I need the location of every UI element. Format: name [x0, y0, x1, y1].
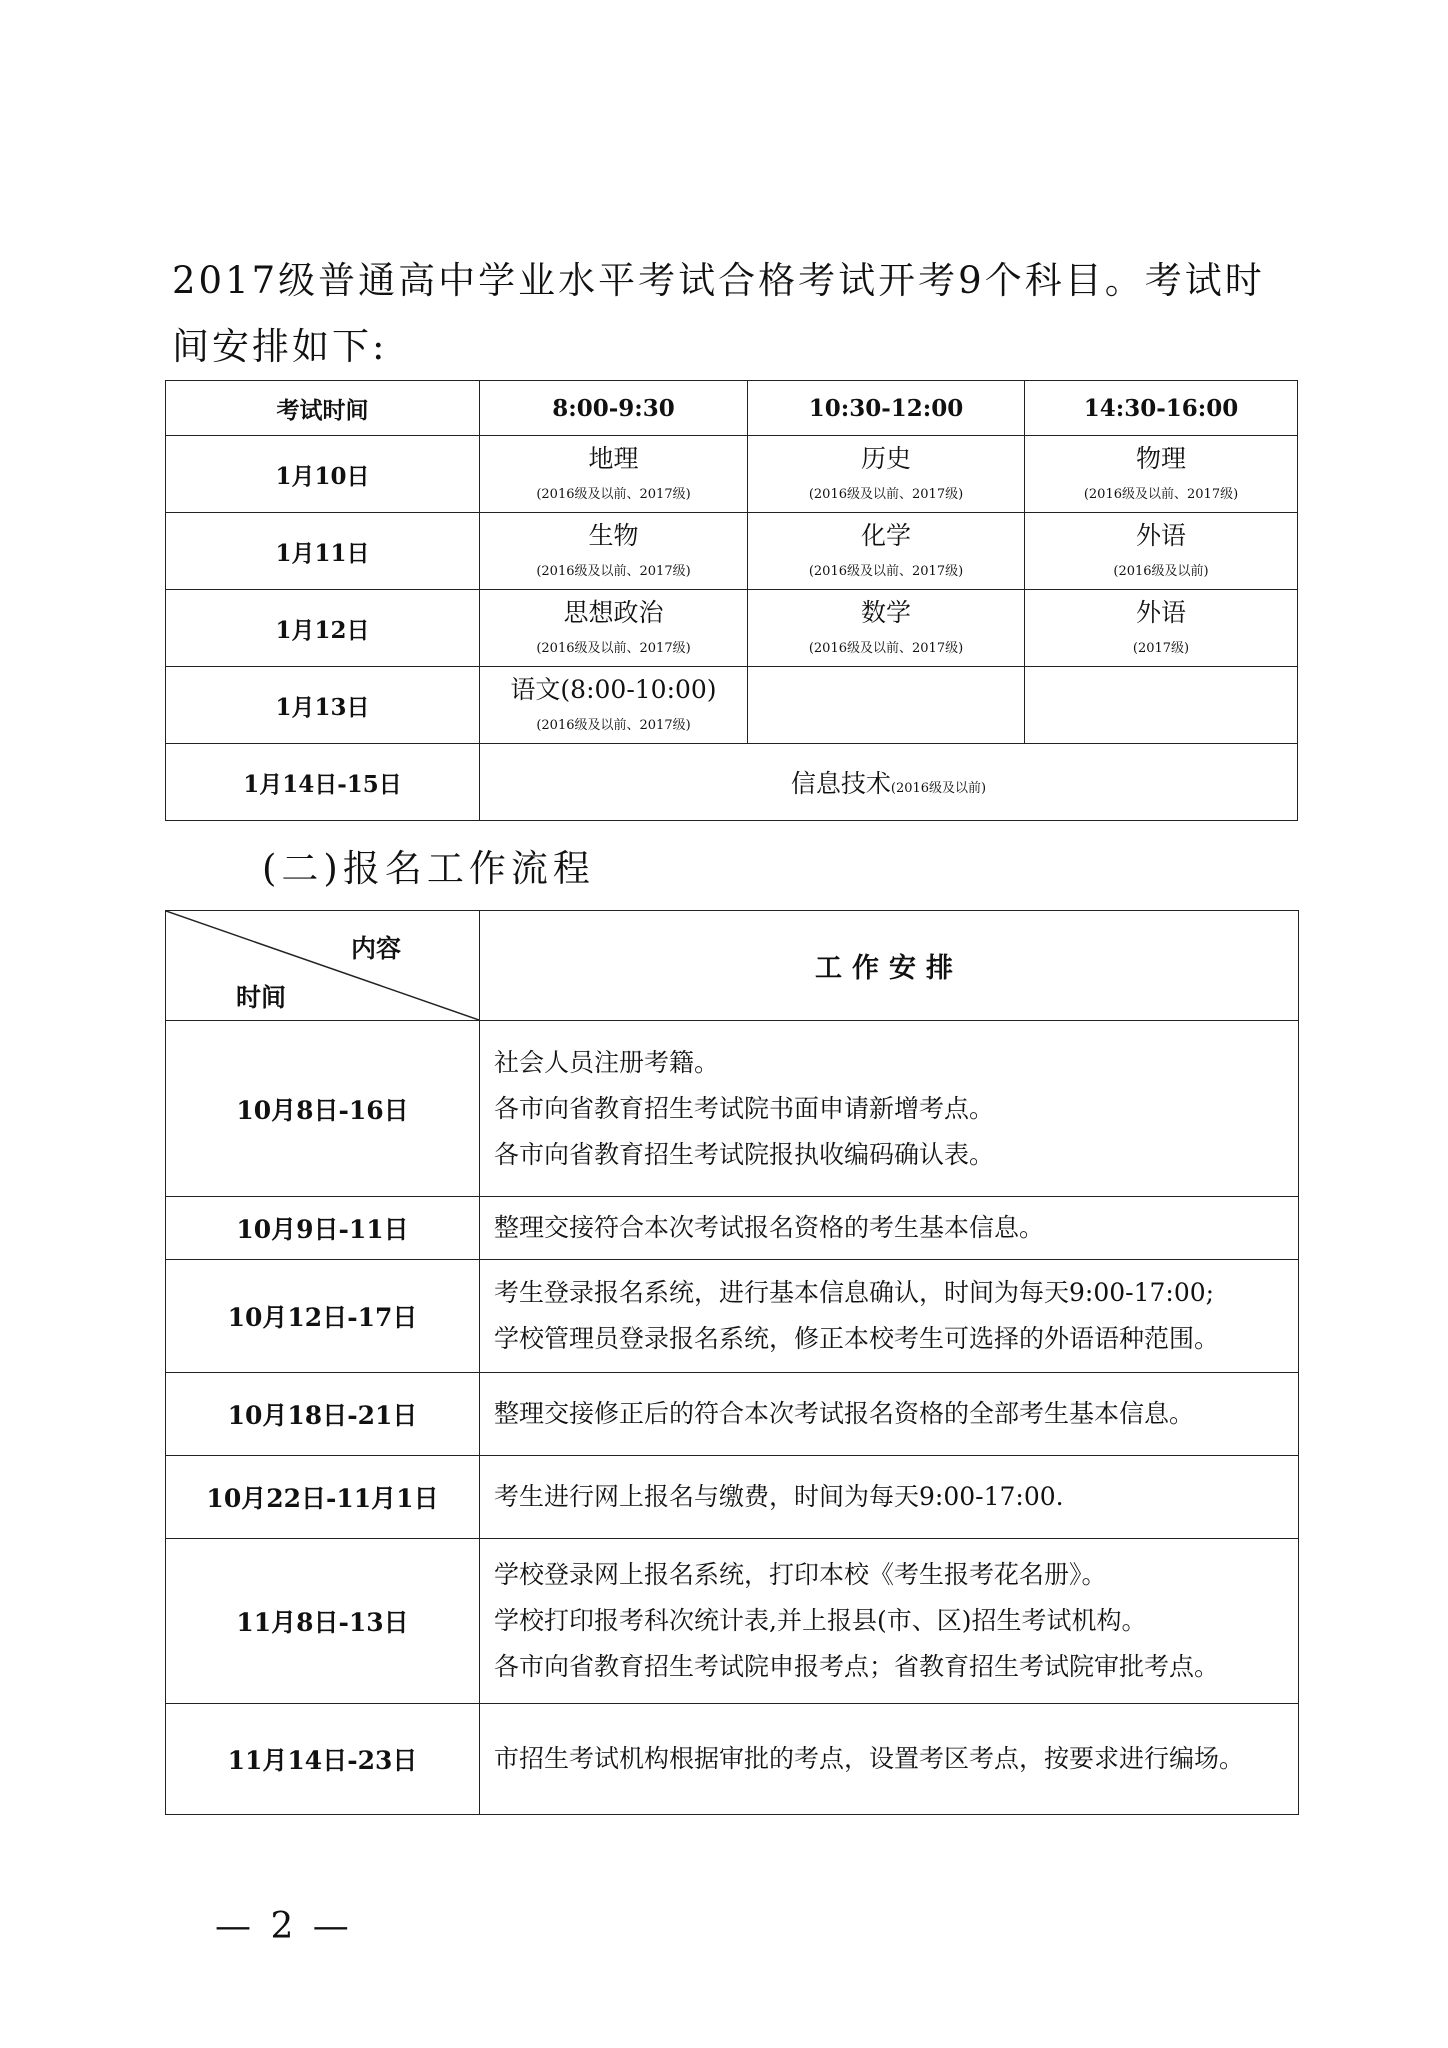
flow-work: [480, 1539, 1299, 1704]
diagonal-header-cell: [166, 911, 480, 1021]
exam-cell: [480, 513, 748, 590]
work-line: 学校登录网上报名系统，打印本校《考生报考花名册》。: [494, 1560, 1107, 1589]
work-line: 学校管理员登录报名系统，修正本校考生可选择的外语语种范围。: [494, 1324, 1220, 1353]
exam-schedule-table: [165, 380, 1298, 821]
flow-table-header: [166, 911, 1299, 1021]
exam-row: [166, 436, 1298, 513]
work-line: 各市向省教育招生考试院报执收编码确认表。: [494, 1139, 995, 1169]
work-line: 整理交接修正后的符合本次考试报名资格的全部考生基本信息。: [494, 1399, 1195, 1428]
subject: 物理: [1135, 444, 1186, 473]
flow-date: 10月22日-11月1日: [166, 1456, 480, 1539]
flow-row: [166, 1456, 1299, 1539]
flow-date: 10月8日-16日: [166, 1021, 480, 1197]
subject: 语文(8:00-10:00): [510, 675, 717, 704]
header-content-label: 内容: [350, 934, 401, 963]
header-time-label: 时间: [236, 983, 287, 1012]
header-work-arrangement: 工作安排: [480, 911, 1299, 1021]
exam-row: [166, 590, 1298, 667]
header-midday-slot: 10:30-12:00: [748, 381, 1025, 436]
flow-work: [480, 1456, 1299, 1539]
work-line: 市招生考试机构根据审批的考点，设置考区考点，按要求进行编场。: [494, 1744, 1245, 1773]
exam-cell-merged: [480, 744, 1298, 821]
exam-cell: [1025, 436, 1298, 513]
subject: 历史: [860, 444, 911, 473]
exam-date: 1月10日: [166, 436, 480, 513]
flow-work: [480, 1704, 1299, 1815]
header-afternoon-slot: 14:30-16:00: [1025, 381, 1298, 436]
subject: 外语: [1135, 521, 1186, 550]
exam-cell: [1025, 513, 1298, 590]
flow-date: 10月18日-21日: [166, 1373, 480, 1456]
work-line: 各市向省教育招生考试院书面申请新增考点。: [494, 1093, 995, 1123]
exam-cell-empty: [1025, 667, 1298, 744]
subject: 地理: [588, 444, 639, 473]
grade-note: (2016级及以前、2017级): [808, 487, 964, 502]
work-line: 各市向省教育招生考试院申报考点；省教育招生考试院审批考点。: [494, 1652, 1220, 1681]
flow-row: [166, 1260, 1299, 1373]
flow-work: [480, 1197, 1299, 1260]
work-line: 社会人员注册考籍。: [494, 1047, 720, 1077]
exam-cell: [1025, 590, 1298, 667]
diagonal-line: [166, 911, 479, 1020]
intro-paragraph: 2017级普通高中学业水平考试合格考试开考9个科目。考试时间安排如下:: [172, 259, 1265, 368]
flow-work: [480, 1021, 1299, 1197]
header-morning-slot: 8:00-9:30: [480, 381, 748, 436]
exam-row: [166, 744, 1298, 821]
flow-row: [166, 1373, 1299, 1456]
subject: 外语: [1135, 598, 1186, 627]
flow-row: [166, 1704, 1299, 1815]
grade-note: (2016级及以前、2017级): [1083, 487, 1239, 502]
subject: 化学: [860, 521, 911, 550]
grade-note: (2016级及以前): [1113, 564, 1209, 579]
registration-workflow-table: [165, 910, 1299, 1815]
exam-cell: [748, 436, 1025, 513]
exam-date: 1月11日: [166, 513, 480, 590]
work-line: 考生进行网上报名与缴费，时间为每天9:00-17:00.: [494, 1482, 1064, 1511]
flow-row: [166, 1021, 1299, 1197]
exam-cell: [748, 590, 1025, 667]
exam-row: [166, 513, 1298, 590]
exam-cell: [480, 590, 748, 667]
flow-date: 11月8日-13日: [166, 1539, 480, 1704]
exam-cell: [748, 513, 1025, 590]
flow-row: [166, 1197, 1299, 1260]
work-line: 考生登录报名系统，进行基本信息确认，时间为每天9:00-17:00;: [494, 1278, 1215, 1307]
exam-date: 1月14日-15日: [166, 744, 480, 821]
grade-note: (2016级及以前): [890, 781, 987, 796]
grade-note: (2016级及以前、2017级): [536, 718, 691, 733]
exam-cell: [480, 667, 748, 744]
flow-date: 10月9日-11日: [166, 1197, 480, 1260]
work-line: 整理交接符合本次考试报名资格的考生基本信息。: [494, 1213, 1045, 1242]
subject: 生物: [588, 521, 639, 550]
subject: 思想政治: [563, 598, 664, 627]
exam-cell-empty: [748, 667, 1025, 744]
flow-date: 11月14日-23日: [166, 1704, 480, 1815]
exam-cell: [480, 436, 748, 513]
page-number: — 2 —: [215, 1906, 353, 1947]
work-line: 学校打印报考科次统计表,并上报县(市、区)招生考试机构。: [494, 1606, 1147, 1635]
grade-note: (2016级及以前、2017级): [808, 641, 964, 656]
grade-note: (2016级及以前、2017级): [536, 487, 691, 502]
flow-row: [166, 1539, 1299, 1704]
flow-work: [480, 1260, 1299, 1373]
subject: 数学: [860, 598, 911, 627]
section-heading: (二)报名工作流程: [262, 847, 595, 890]
flow-work: [480, 1373, 1299, 1456]
grade-note: (2016级及以前、2017级): [536, 641, 691, 656]
exam-date: 1月13日: [166, 667, 480, 744]
exam-table-header: [166, 381, 1298, 436]
flow-date: 10月12日-17日: [166, 1260, 480, 1373]
grade-note: (2016级及以前、2017级): [536, 564, 691, 579]
grade-note: (2017级): [1132, 641, 1190, 656]
exam-row: [166, 667, 1298, 744]
grade-note: (2016级及以前、2017级): [808, 564, 964, 579]
subject: 信息技术: [790, 769, 891, 798]
header-exam-time: 考试时间: [166, 381, 480, 436]
exam-date: 1月12日: [166, 590, 480, 667]
